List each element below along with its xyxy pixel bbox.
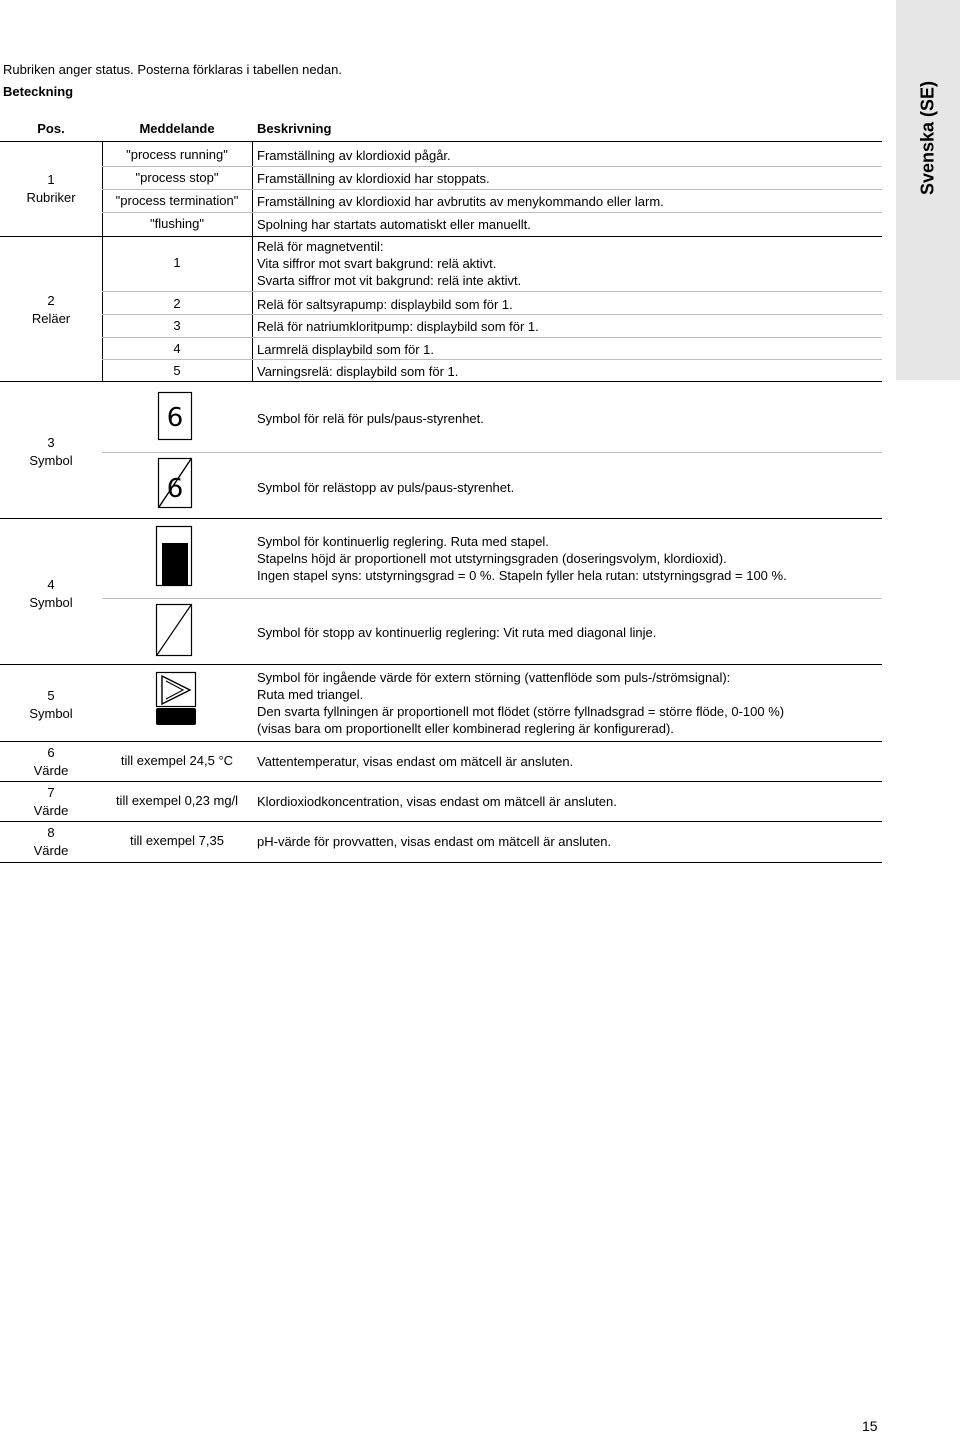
- row-rule: [102, 598, 882, 599]
- pos-label: Symbol: [29, 595, 73, 610]
- message-cell: 3: [173, 318, 181, 333]
- group-rule: [0, 781, 882, 782]
- pos-group-5: [0, 687, 102, 723]
- value-example: till exempel 0,23 mg/l: [115, 793, 239, 808]
- pos-label: Värde: [33, 803, 69, 818]
- relay-6-crossed-icon: [158, 458, 192, 508]
- pos-number: 6: [47, 745, 55, 760]
- language-tab-label: Svenska (SE): [917, 80, 938, 196]
- relay-symbol-digit: 6: [166, 474, 184, 504]
- message-cell: 4: [173, 341, 181, 356]
- row-rule: [102, 314, 882, 315]
- group-rule: [0, 381, 882, 382]
- column-divider: [252, 141, 253, 381]
- message-cell: "flushing": [149, 216, 205, 231]
- pos-group-6: [0, 744, 102, 780]
- description-cell: Relä för magnetventil: Vita siffror mot svart bakgrund: relä aktivt. Svarta siffror mot vit bakgrund: relä inte aktivt.: [257, 239, 522, 288]
- pos-label: Symbol: [29, 706, 73, 721]
- description-cell: Symbol för kontinuerlig reglering. Ruta med stapel. Stapelns höjd är proportionell mot utstyrningsgraden (doseringsvolym, klordioxid). Ingen stapel syns: utstyrningsgrad = 0 %. Stapeln fyller hela rutan: utstyrningsgrad = 100 %.: [257, 534, 787, 583]
- row-rule: [102, 212, 882, 213]
- row-rule: [102, 359, 882, 360]
- description-cell: Klordioxiodkoncentration, visas endast om mätcell är ansluten.: [257, 794, 617, 809]
- description-cell: Symbol för relästopp av puls/paus-styrenhet.: [257, 480, 515, 495]
- message-cell: 1: [173, 255, 181, 270]
- pos-label: Värde: [33, 843, 69, 858]
- message-cell: "process running": [126, 147, 228, 162]
- value-example: till exempel 24,5 °C: [120, 753, 234, 768]
- description-cell: Framställning av klordioxid har avbrutits av menykommando eller larm.: [257, 194, 664, 209]
- pos-label: Värde: [33, 763, 69, 778]
- header-pos: Pos.: [37, 121, 65, 136]
- intro-text: Rubriken anger status. Posterna förklaras i tabellen nedan.: [3, 62, 342, 77]
- description-cell: Symbol för stopp av kontinuerlig reglering: Vit ruta med diagonal linje.: [257, 625, 657, 640]
- relay-symbol-digit: 6: [166, 403, 184, 433]
- pos-number: 3: [47, 435, 55, 450]
- description-cell: pH-värde för provvatten, visas endast om mätcell är ansluten.: [257, 834, 612, 849]
- message-cell: "process stop": [135, 170, 219, 185]
- message-cell: 2: [173, 296, 181, 311]
- description-cell: Framställning av klordioxid har stoppats.: [257, 171, 490, 186]
- row-rule: [102, 452, 882, 453]
- row-rule: [102, 166, 882, 167]
- pos-group-2: [0, 292, 102, 328]
- description-cell: Relä för natriumkloritpump: displaybild som för 1.: [257, 319, 539, 334]
- intro-heading: Beteckning: [3, 84, 74, 99]
- header-message: Meddelande: [139, 121, 215, 136]
- description-cell: Relä för saltsyrapump: displaybild som för 1.: [257, 297, 513, 312]
- pos-number: 2: [47, 293, 55, 308]
- pos-label: Symbol: [29, 453, 73, 468]
- relay-6-box-icon: [158, 392, 192, 440]
- pos-number: 4: [47, 577, 55, 592]
- pos-number: 1: [47, 172, 55, 187]
- description-cell: Symbol för ingående värde för extern störning (vattenflöde som puls-/strömsignal): Ruta med triangel. Den svarta fyllningen är proportionell mot flödet (större fyllnadsgrad = större flöde, 0-100 %) (visas bara om proportionellt eller kombinerad reglering är konfigurerad).: [257, 670, 785, 736]
- message-cell: "process termination": [115, 193, 239, 208]
- row-rule: [102, 189, 882, 190]
- description-cell: Framställning av klordioxid pågår.: [257, 148, 451, 163]
- triangle-input-icon: [156, 672, 196, 726]
- pos-label: Rubriker: [26, 190, 76, 205]
- description-cell: Symbol för relä för puls/paus-styrenhet.: [257, 411, 484, 426]
- message-cell: 5: [173, 363, 181, 378]
- row-rule: [102, 291, 882, 292]
- pos-label: Reläer: [31, 311, 71, 326]
- pos-group-7: [0, 784, 102, 820]
- row-rule: [102, 337, 882, 338]
- header-rule: [0, 141, 882, 142]
- page-number: 15: [862, 1418, 878, 1434]
- continuous-bar-icon: [156, 526, 192, 586]
- group-rule: [0, 664, 882, 665]
- pos-number: 8: [47, 825, 55, 840]
- value-example: till exempel 7,35: [130, 833, 224, 848]
- pos-group-8: [0, 824, 102, 860]
- pos-number: 5: [47, 688, 55, 703]
- pos-number: 7: [47, 785, 55, 800]
- table-bottom-rule: [0, 862, 882, 863]
- pos-group-3: [0, 434, 102, 470]
- group-rule: [0, 821, 882, 822]
- group-rule: [0, 518, 882, 519]
- header-description: Beskrivning: [257, 121, 332, 136]
- pos-group-4: [0, 576, 102, 612]
- description-cell: Larmrelä displaybild som för 1.: [257, 342, 435, 357]
- group-rule: [0, 741, 882, 742]
- description-cell: Spolning har startats automatiskt eller manuellt.: [257, 217, 531, 232]
- pos-group-1: [0, 171, 102, 207]
- continuous-stop-diagonal-icon: [156, 604, 192, 656]
- group-rule: [0, 236, 882, 237]
- description-cell: Varningsrelä: displaybild som för 1.: [257, 364, 459, 379]
- description-cell: Vattentemperatur, visas endast om mätcell är ansluten.: [257, 754, 574, 769]
